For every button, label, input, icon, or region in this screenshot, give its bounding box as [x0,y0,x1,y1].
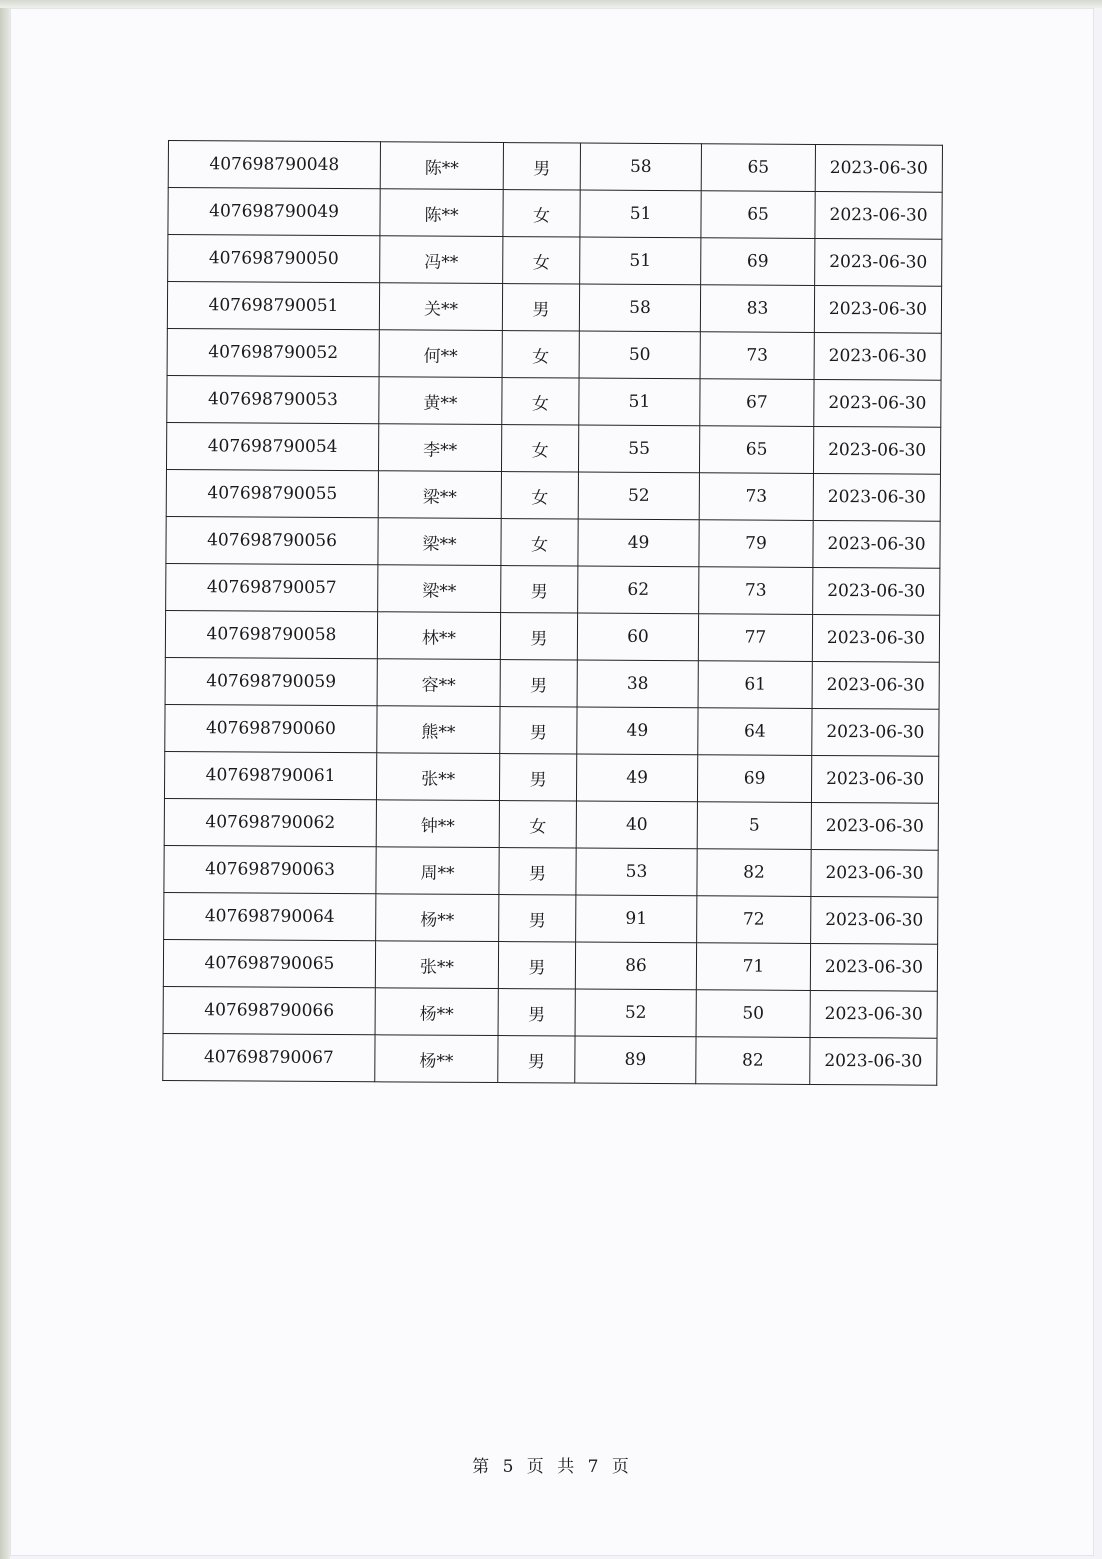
cell-id: 407698790048 [168,141,380,189]
cell-id: 407698790063 [164,845,376,893]
cell-sex: 男 [499,848,576,895]
table-row [165,657,939,709]
cell-date: 2023-06-30 [812,661,939,709]
cell-value-2: 73 [700,332,814,380]
cell-value-2: 69 [697,755,811,803]
cell-name: 梁** [378,471,501,519]
cell-date: 2023-06-30 [812,614,939,662]
cell-name: 杨** [376,894,499,942]
cell-value-2: 77 [698,614,812,662]
cell-id: 407698790064 [164,892,376,940]
cell-value-1: 60 [577,613,698,661]
table-row [167,328,941,380]
cell-value-2: 50 [696,990,810,1038]
cell-date: 2023-06-30 [811,849,938,897]
cell-id: 407698790052 [167,328,379,376]
cell-value-1: 40 [576,801,697,849]
cell-date: 2023-06-30 [814,379,941,427]
cell-sex: 女 [501,425,578,472]
cell-name: 钟** [376,800,499,848]
table-row [168,235,942,287]
scan-left-edge [0,0,10,1559]
table-row [167,282,941,334]
table-row [166,516,940,568]
cell-name: 熊** [377,706,500,754]
cell-sex: 男 [500,660,577,707]
cell-date: 2023-06-30 [811,802,938,850]
cell-name: 陈** [380,189,503,237]
cell-value-2: 61 [698,661,812,709]
cell-value-1: 52 [578,472,699,520]
scan-top-edge [0,0,1102,8]
table-row [167,375,941,427]
table-row [164,892,938,944]
cell-value-1: 50 [579,331,700,379]
cell-value-1: 49 [576,754,697,802]
cell-id: 407698790053 [167,375,379,423]
cell-sex: 男 [498,989,575,1036]
cell-value-2: 65 [699,426,813,474]
cell-name: 杨** [375,988,498,1036]
cell-id: 407698790055 [166,469,378,517]
cell-id: 407698790049 [168,188,380,236]
cell-date: 2023-06-30 [811,755,938,803]
cell-sex: 男 [501,566,578,613]
cell-date: 2023-06-30 [810,943,937,991]
cell-date: 2023-06-30 [813,473,940,521]
cell-value-1: 58 [579,284,700,332]
table-row [168,141,942,193]
cell-date: 2023-06-30 [811,896,938,944]
cell-date: 2023-06-30 [815,238,942,286]
cell-value-1: 49 [577,707,698,755]
cell-value-2: 73 [699,567,813,615]
cell-value-1: 51 [580,237,701,285]
table-row [164,751,938,803]
records-table [162,140,943,1086]
table-row [164,798,938,850]
cell-value-2: 82 [697,849,811,897]
cell-value-1: 52 [575,989,696,1037]
cell-id: 407698790059 [165,657,377,705]
cell-value-2: 5 [697,802,811,850]
table-row [166,563,940,615]
cell-id: 407698790066 [163,986,375,1034]
cell-value-1: 91 [576,895,697,943]
cell-date: 2023-06-30 [810,990,937,1038]
cell-name: 张** [376,753,499,801]
cell-id: 407698790056 [166,516,378,564]
cell-sex: 女 [503,190,580,237]
cell-name: 关** [379,283,502,331]
cell-value-1: 38 [577,660,698,708]
cell-name: 梁** [378,565,501,613]
table-row [163,986,937,1038]
cell-sex: 男 [503,143,580,190]
table-row [165,704,939,756]
cell-value-1: 62 [578,566,699,614]
cell-name: 陈** [380,142,503,190]
cell-id: 407698790067 [163,1033,375,1081]
cell-sex: 男 [500,613,577,660]
cell-value-2: 65 [701,191,815,239]
cell-value-2: 69 [701,238,815,286]
cell-id: 407698790050 [168,235,380,283]
table-row [166,422,940,474]
cell-id: 407698790062 [164,798,376,846]
cell-name: 梁** [378,518,501,566]
cell-id: 407698790054 [166,422,378,470]
table-row [165,610,939,662]
cell-name: 何** [379,330,502,378]
table-row [164,845,938,897]
cell-sex: 男 [499,754,576,801]
cell-value-1: 86 [575,942,696,990]
cell-sex: 女 [501,472,578,519]
cell-date: 2023-06-30 [814,332,941,380]
cell-value-2: 72 [697,896,811,944]
table-row [163,1033,937,1085]
cell-id: 407698790065 [163,939,375,987]
cell-sex: 女 [499,801,576,848]
cell-sex: 男 [498,942,575,989]
cell-name: 李** [378,424,501,472]
cell-value-1: 58 [580,143,701,191]
cell-id: 407698790058 [165,610,377,658]
cell-date: 2023-06-30 [813,520,940,568]
cell-value-2: 82 [696,1037,810,1085]
cell-date: 2023-06-30 [812,708,939,756]
cell-name: 张** [375,941,498,989]
cell-name: 林** [377,612,500,660]
page-number: 第 5 页 共 7 页 [472,1457,630,1477]
cell-name: 容** [377,659,500,707]
cell-id: 407698790057 [166,563,378,611]
table-row [163,939,937,991]
cell-date: 2023-06-30 [813,426,940,474]
cell-name: 黄** [379,377,502,425]
cell-value-2: 73 [699,473,813,521]
cell-sex: 男 [500,707,577,754]
cell-name: 杨** [375,1035,498,1083]
cell-sex: 女 [502,378,579,425]
table-row [166,469,940,521]
cell-id: 407698790061 [164,751,376,799]
cell-value-2: 83 [700,285,814,333]
cell-value-2: 67 [700,379,814,427]
cell-name: 冯** [380,236,503,284]
cell-value-1: 51 [580,190,701,238]
cell-sex: 女 [502,331,579,378]
table-row [168,188,942,240]
cell-sex: 女 [503,237,580,284]
cell-date: 2023-06-30 [815,144,942,192]
cell-value-1: 51 [579,378,700,426]
cell-name: 周** [376,847,499,895]
cell-id: 407698790051 [167,282,379,330]
cell-date: 2023-06-30 [814,285,941,333]
cell-date: 2023-06-30 [810,1037,937,1085]
cell-value-1: 55 [578,425,699,473]
cell-sex: 男 [502,284,579,331]
cell-date: 2023-06-30 [815,191,942,239]
cell-sex: 男 [498,1036,575,1083]
cell-sex: 男 [499,895,576,942]
cell-value-2: 64 [698,708,812,756]
cell-value-1: 49 [578,519,699,567]
cell-value-2: 71 [696,943,810,991]
cell-id: 407698790060 [165,704,377,752]
cell-date: 2023-06-30 [813,567,940,615]
cell-value-1: 89 [575,1036,696,1084]
cell-value-1: 53 [576,848,697,896]
cell-value-2: 65 [701,144,815,192]
cell-value-2: 79 [699,520,813,568]
cell-sex: 女 [501,519,578,566]
records-table-body [163,141,943,1086]
